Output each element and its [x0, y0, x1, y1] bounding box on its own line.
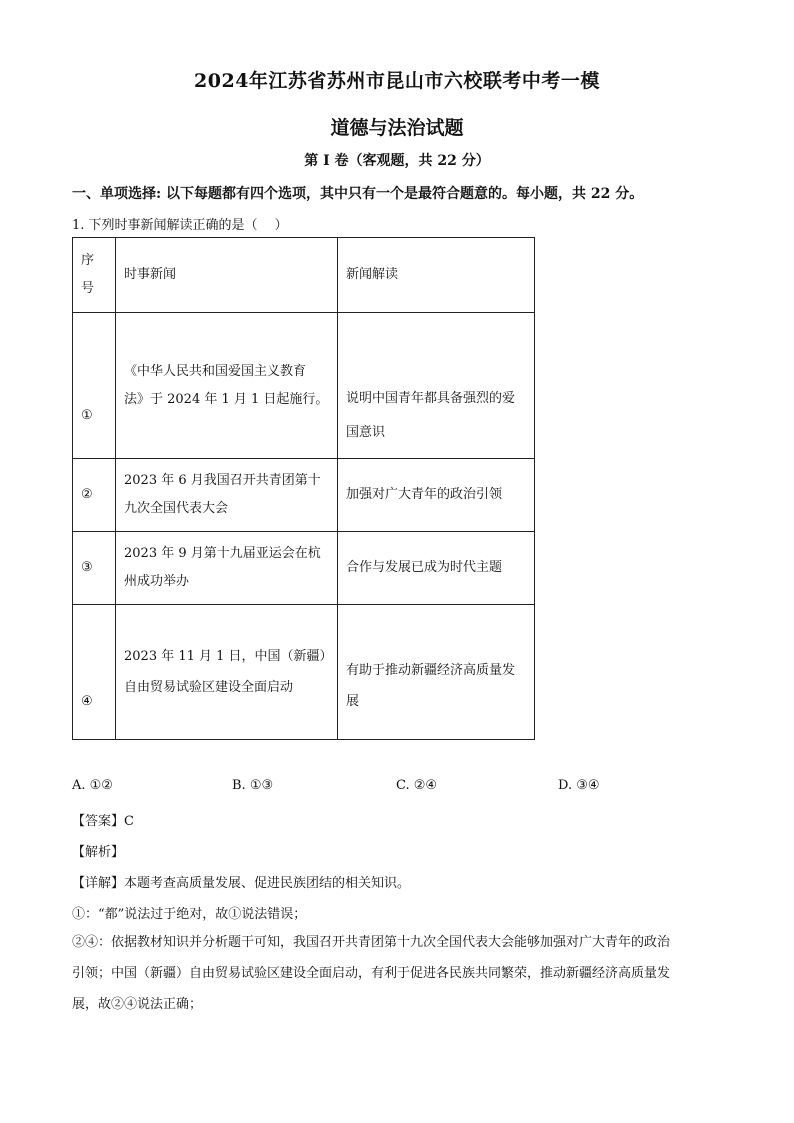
row-news-cell — [116, 459, 338, 532]
row-interp-line: 展 — [346, 694, 360, 709]
answer-label: 【答案】C — [72, 814, 134, 829]
header-num-line1: 序 — [81, 253, 95, 268]
row-news-line: 《中华人民共和国爱国主义教育 — [124, 363, 307, 379]
header-interp-cell: 新闻解读 — [338, 238, 535, 313]
row-num-cell: ① — [73, 313, 116, 459]
option-c: C. ②④ — [396, 778, 438, 793]
exam-subtitle: 道德与法治试题 — [330, 117, 464, 139]
row-news-line: 2023 年 11 月 1 日，中国（新疆） — [124, 649, 333, 664]
row-news-line: 自由贸易试验区建设全面启动 — [124, 680, 294, 695]
section-heading: 一、单项选择: 以下每题都有四个选项，其中只有一个是最符合题意的。每小题，共 22 分。 — [72, 186, 644, 202]
table-row — [73, 313, 535, 459]
option-d: D. ③④ — [558, 778, 600, 793]
row-interp-line: 国意识 — [346, 424, 386, 440]
row-interp-cell — [338, 605, 535, 740]
table-row — [73, 605, 535, 740]
row-news-cell — [116, 532, 338, 605]
header-num-cell — [73, 238, 116, 313]
option-a: A. ①② — [72, 778, 113, 793]
analysis-label: 【解析】 — [72, 845, 125, 860]
table-header-row — [73, 238, 535, 313]
table-row — [73, 532, 535, 605]
row-news-cell — [116, 313, 338, 459]
analysis-point-2-line: 展，故②④说法正确； — [72, 997, 203, 1012]
analysis-point-1: ①：“都”说法过于绝对，故①说法错误； — [72, 907, 307, 922]
row-interp-line: 说明中国青年都具备强烈的爱 — [346, 390, 516, 406]
header-num-line2: 号 — [81, 281, 95, 296]
row-news-line: 州成功举办 — [124, 574, 190, 589]
analysis-point-2 — [72, 927, 728, 1020]
row-interp-cell: 加强对广大青年的政治引领 — [338, 459, 535, 532]
row-interp-cell: 合作与发展已成为时代主题 — [338, 532, 535, 605]
news-table — [72, 237, 535, 740]
part-heading: 第 I 卷（客观题，共 22 分） — [304, 153, 490, 169]
header-news-cell: 时事新闻 — [116, 238, 338, 313]
row-news-cell — [116, 605, 338, 740]
row-news-line: 2023 年 9 月第十九届亚运会在杭 — [124, 546, 321, 561]
question-stem: 1. 下列时事新闻解读正确的是（ ） — [72, 218, 288, 233]
row-interp-line: 有助于推动新疆经济高质量发 — [346, 663, 516, 678]
row-interp-cell — [338, 313, 535, 459]
row-news-line: 法》于 2024 年 1 月 1 日起施行。 — [124, 391, 329, 407]
option-b: B. ①③ — [232, 778, 274, 793]
row-num-cell: ④ — [73, 605, 116, 740]
detail-line: 【详解】本题考查高质量发展、促进民族团结的相关知识。 — [72, 876, 411, 891]
exam-title: 2024年江苏省苏州市昆山市六校联考中考一模 — [194, 70, 600, 92]
row-news-line: 九次全国代表大会 — [124, 501, 229, 516]
analysis-point-2-line: ②④：依据教材知识并分析题干可知，我国召开共青团第十九次全国代表大会能够加强对广大青年的政治 — [72, 935, 671, 950]
row-news-line: 2023 年 6 月我国召开共青团第十 — [124, 473, 321, 488]
row-num-cell: ③ — [73, 532, 116, 605]
analysis-point-2-line: 引领；中国（新疆）自由贸易试验区建设全面启动，有利于促进各民族共同繁荣，推动新疆经济高质量发 — [72, 966, 671, 981]
table-row — [73, 459, 535, 532]
row-num-cell: ② — [73, 459, 116, 532]
